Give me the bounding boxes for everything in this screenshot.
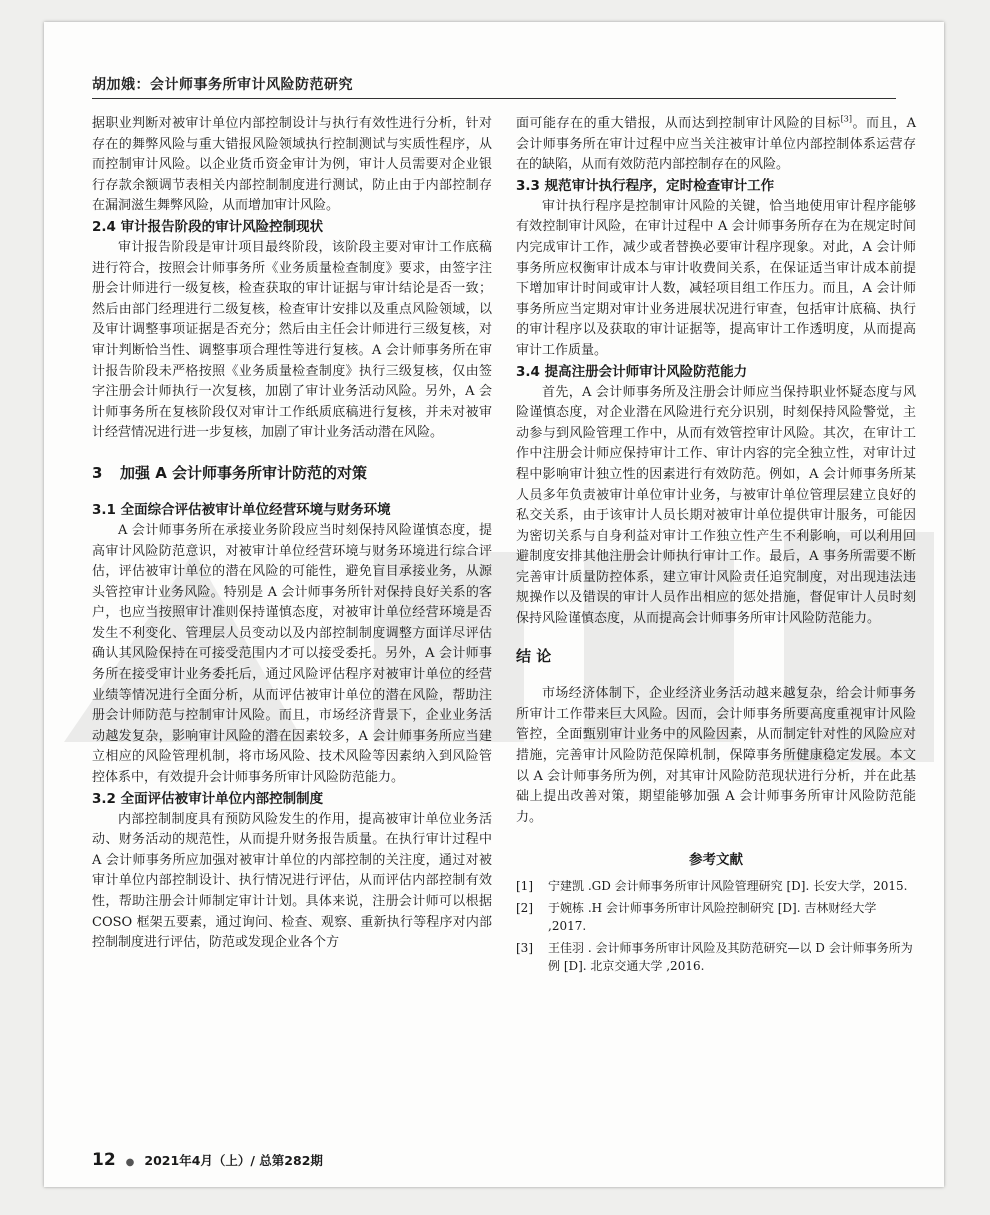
paragraph-3-3: 审计执行程序是控制审计风险的关键，恰当地使用审计程序能够有效控制审计风险，在审计过程中 A 会计师事务所存在为在规定时间内完成审计工作，减少或者替换必要审计程序现象。对此，A 会计师事务所应权衡审计成本与审计收费间关系，在保证适当审计成本前提下增加审计时间或审计人数，减轻项目组工作压力。而且，A 会计师事务所应当定期对审计业务进展状况进行审查，包括审计底稿、执行的审计程序以及获取的审计证据等，提高审计工作透明度，从而提高审计工作质量。 [516, 198, 916, 358]
section-3-number: 3 [92, 463, 103, 482]
paragraph-3-2: 内部控制制度具有预防风险发生的作用，提高被审计单位业务活动、财务活动的规范性，从而提升财务报告质量。在执行审计过程中 A 会计师事务所应加强对被审计单位的内部控制的关注度，通过对被审计单位内部控制设计、执行情况进行评估，从而评估内部控制有效性，帮助注册会计师制定审计计划。具体来说，注册会计师可以根据 COSO 框架五要素，通过询问、检查、观察、重新执行等程序对内部控制制度进行评估，防范或发现企业各个方 [92, 811, 492, 951]
heading-2-4: 2.4 审计报告阶段的审计风险控制现状 [92, 218, 324, 235]
reference-text: 于婉栋 .H 会计师事务所审计风险控制研究 [D]. 吉林财经大学 ,2017. [548, 901, 877, 933]
journal-page [44, 22, 944, 1187]
paragraph-continued [516, 114, 916, 176]
paragraph-continued-b: 。而且，A 会计师事务所在审计过程中应当关注被审计单位内部控制体系运营存在的缺陷，从而有效防范内部控制存在的风险。 [516, 116, 916, 173]
section-3-title: 加强 A 会计师事务所审计防范的对策 [120, 463, 368, 482]
section-3-heading [92, 462, 492, 484]
header-rule [92, 98, 896, 99]
issue-info: 2021年4月（上）/ 总第282期 [144, 1153, 323, 1168]
reference-text: 宁建凯 .GD 会计师事务所审计风险管理研究 [D]. 长安大学，2015. [548, 879, 908, 893]
paragraph-conclusion: 市场经济体制下，企业经济业务活动越来越复杂，给会计师事务所审计工作带来巨大风险。因而，会计师事务所要高度重视审计风险管控，全面甄别审计业务中的风险因素，从而制定针对性的风险应对措施，完善审计风险防范保障机制，保障事务所健康稳定发展。本文以 A 会计师事务所为例，对其审计风险防范现状进行分析，并在此基础上提出改善对策，期望能够加强 A 会计师事务所审计风险防范能力。 [516, 686, 916, 825]
right-column [516, 114, 916, 979]
references-title: 参考文献 [689, 852, 743, 869]
citation-ref-3: [3] [840, 114, 852, 124]
reference-item [516, 899, 916, 935]
heading-3-1: 3.1 全面综合评估被审计单位经营环境与财务环境 [92, 501, 391, 518]
heading-3-4: 3.4 提高注册会计师审计风险防范能力 [516, 363, 748, 380]
footer-dot-icon: ● [125, 1157, 135, 1168]
reference-number: [3] [516, 941, 533, 955]
left-column [92, 114, 492, 954]
running-head: 胡加娥：会计师事务所审计风险防范研究 [92, 77, 353, 93]
page-number: 12 [92, 1150, 116, 1170]
page-footer [92, 1150, 323, 1170]
reference-number: [2] [516, 901, 533, 915]
paragraph-intro: 据职业判断对被审计单位内部控制设计与执行有效性进行分析，针对存在的舞弊风险与重大错报风险领域执行控制测试与实质性程序，从而控制审计风险。以企业货币资金审计为例，审计人员需要对企业银行存款余额调节表相关内部控制制度进行测试，防止由于内部控制存在漏洞滋生舞弊风险，从而增加审计风险。 [92, 116, 492, 214]
heading-3-3: 3.3 规范审计执行程序，定时检查审计工作 [516, 177, 775, 194]
paragraph-continued-a: 面可能存在的重大错报，从而达到控制审计风险的目标 [516, 116, 841, 131]
conclusion-heading: 结 论 [516, 646, 552, 665]
paragraph-3-4: 首先，A 会计师事务所及注册会计师应当保持职业怀疑态度与风险谨慎态度，对企业潜在风险进行充分识别，时刻保持风险警觉，主动参与到风险管理工作中，从而有效管控审计风险。其次，在审计工作中注册会计师应保持审计工作、审计内容的完全独立性，对审计过程中影响审计独立性的因素进行有效防范。例如，A 会计师事务所某人员多年负责被审计单位审计业务，与被审计单位管理层建立良好的私交关系，由于该审计人员长期对被审计单位提供审计服务，可能因为密切关系与自身利益对审计工作独立性产生不利影响，可以利用回避制度安排其他注册会计师执行审计工作。最后，A 事务所需要不断完善审计质量防控体系，建立审计风险责任追究制度，对出现违法违规操作以及错误的审计人员作出相应的惩处措施，督促审计人员时刻保持风险谨慎态度，从而提高会计师事务所审计风险防范能力。 [516, 384, 916, 627]
reference-item [516, 877, 916, 895]
paragraph-3-1: A 会计师事务所在承接业务阶段应当时刻保持风险谨慎态度，提高审计风险防范意识，对被审计单位经营环境与财务环境进行综合评估，评估被审计单位的潜在风险的可能性，避免盲目承接业务，从源头管控审计业务风险。特别是 A 会计师事务所针对保持良好关系的客户，也应当按照审计准则保持谨慎态度，对被审计单位经营环境是否发生不利变化、管理层人员变动以及内部控制制度调整方面详尽评估确认其风险保持在可接受范围内才可以接受委托。另外，A 会计师事务所在接受审计业务委托后，通过风险评估程序对被审计单位的经营业绩等情况进行全面分析，从而评估被审计单位的潜在风险，帮助注册会计师防范与控制审计风险。而且，市场经济背景下，企业业务活动越发复杂，影响审计风险的潜在因素较多，A 会计师事务所应当建立相应的风险管理机制，将市场风险、技术风险等因素纳入到风险管控体系中，有效提升会计师事务所审计风险防范能力。 [92, 522, 492, 786]
heading-3-2: 3.2 全面评估被审计单位内部控制制度 [92, 790, 324, 807]
reference-text: 王佳羽 . 会计师事务所审计风险及其防范研究—以 D 会计师事务所为例 [D]. 北京交通大学 ,2016. [548, 941, 913, 973]
reference-number: [1] [516, 879, 533, 893]
paragraph-2-4: 审计报告阶段是审计项目最终阶段，该阶段主要对审计工作底稿进行符合，按照会计师事务所《业务质量检查制度》要求，由签字注册会计师进行一级复核，检查获取的审计证据与审计结论是否一致；然后由部门经理进行二级复核，检查审计安排以及重点风险领域，以及审计调整事项证据是否充分；然后由主任会计师进行三级复核，对审计判断恰当性、调整事项合理性等进行复核。A 会计师事务所在审计报告阶段未严格按照《业务质量检查制度》执行三级复核，仅由签字注册会计师执行一次复核，加剧了审计业务活动风险。另外，A 会计师事务所在复核阶段仅对审计工作纸质底稿进行复核，并未对被审计经营情况进行进一步复核，加剧了审计业务活动潜在风险。 [92, 239, 492, 441]
reference-item [516, 939, 916, 975]
